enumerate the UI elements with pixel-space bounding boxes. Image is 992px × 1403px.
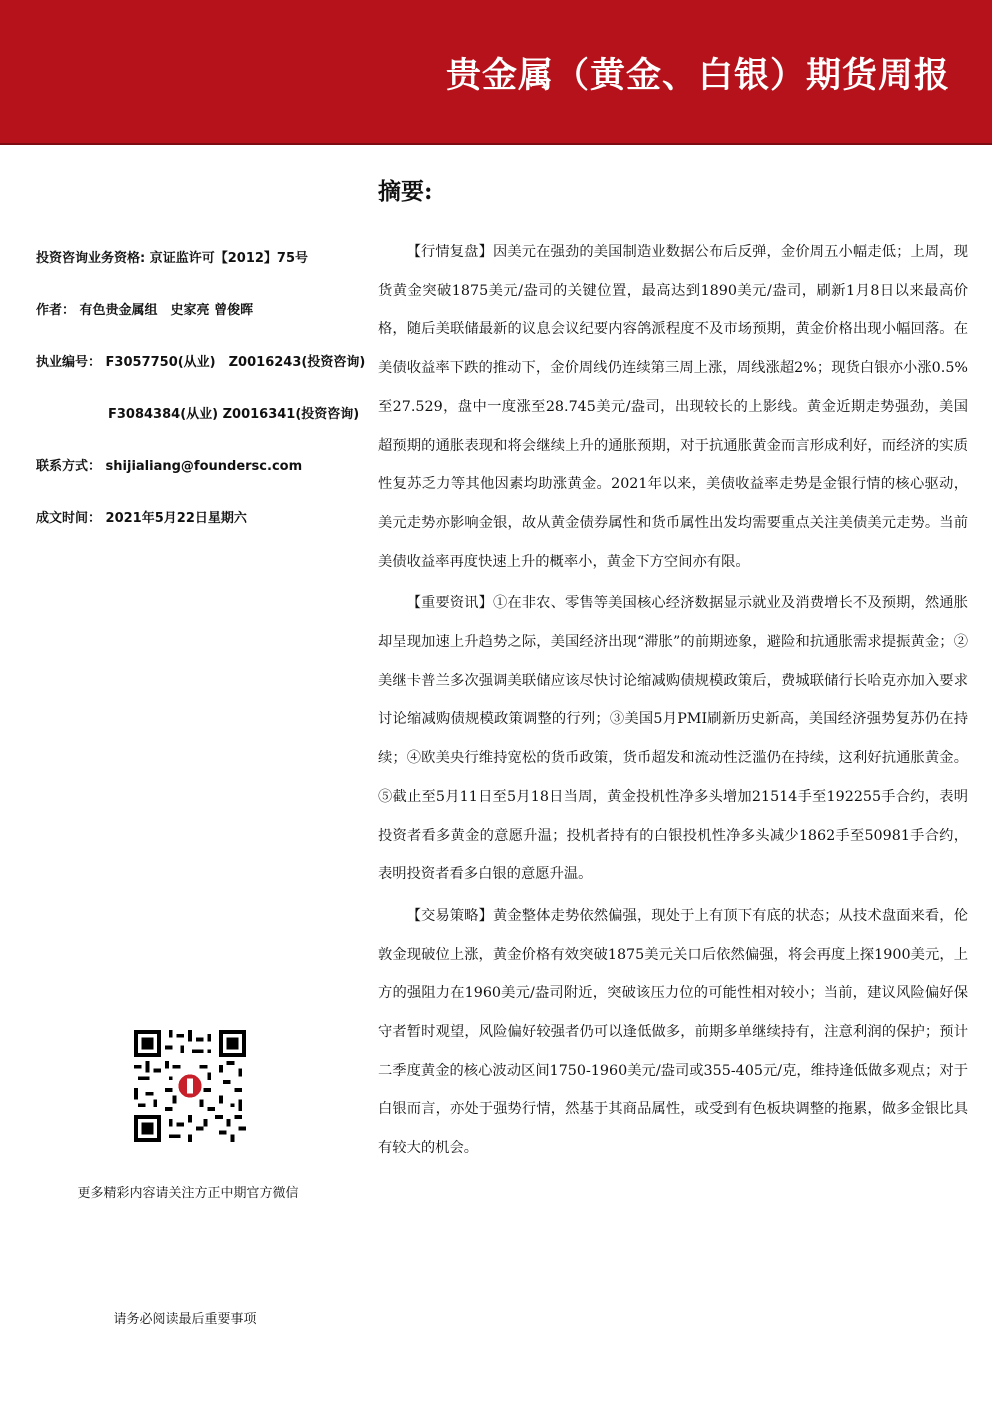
- summary-heading: 摘要:: [378, 178, 433, 205]
- contact-email[interactable]: shijialiang@foundersc.com: [105, 459, 303, 474]
- license-line-1: [36, 351, 365, 370]
- qualification-line: [36, 247, 308, 266]
- market-review-paragraph: 【行情复盘】因美元在强劲的美国制造业数据公布后反弹，金价周五小幅走低；上周，现货黄金突破1875美元/盎司的关键位置，最高达到1890美元/盎司，刷新1月8日以来最高价格，随后美联储最新的议息会议纪要内容鸽派程度不及市场预期，黄金价格出现小幅回落。在美债收益率下跌的推动下，金价周线仍连续第三周上涨，周线涨超2%；现货白银亦小涨0.5%至27.529，盘中一度涨至28.745美元/盎司，出现较长的上影线。黄金近期走势强劲，美国超预期的通胀表现和将会继续上升的通胀预期，对于抗通胀黄金而言形成利好，而经济的实质性复苏乏力等其他因素均助涨黄金。2021年以来，美债收益率走势是金银行情的核心驱动，美元走势亦影响金银，故从黄金债券属性和货币属性出发均需要重点关注美债美元走势。当前美债收益率再度快速上升的概率小，黄金下方空间亦有限。: [378, 244, 968, 570]
- contact-label: 联系方式：: [36, 459, 102, 474]
- reading-notice: 请务必阅读最后重要事项: [113, 1312, 257, 1327]
- author-line: [36, 299, 253, 318]
- wechat-qr-code: [134, 1030, 246, 1142]
- date-line: [36, 507, 247, 526]
- author-label: 作者：: [36, 303, 76, 318]
- license-value-2: F3084384(从业) Z0016341(投资咨询): [108, 407, 360, 422]
- license-line-2: [108, 403, 359, 422]
- header-divider: [0, 143, 992, 145]
- date-value: 2021年5月22日星期六: [105, 511, 247, 526]
- report-title: 贵金属（黄金、白银）期货周报: [445, 56, 950, 96]
- contact-line: [36, 455, 302, 474]
- key-news-paragraph: 【重要资讯】①在非农、零售等美国核心经济数据显示就业及消费增长不及预期，然通胀却呈现加速上升趋势之际，美国经济出现“滞胀”的前期迹象，避险和抗通胀需求提振黄金；②美继卡普兰多次强调美联储应该尽快讨论缩减购债规模政策后，费城联储行长哈克亦加入要求讨论缩减购债规模政策调整的行列；③美国5月PMI刷新历史新高，美国经济强势复苏仍在持续；④欧美央行维持宽松的货币政策，货币超发和流动性泛滥仍在持续，这利好抗通胀黄金。⑤截止至5月11日至5月18日当周，黄金投机性净多头增加21514手至192255手合约，表明投资者看多黄金的意愿升温；投机者持有的白银投机性净多头减少1862手至50981手合约，表明投资者看多白银的意愿升温。: [378, 595, 968, 883]
- trading-strategy-paragraph: 【交易策略】黄金整体走势依然偏强，现处于上有顶下有底的状态；从技术盘面来看，伦敦金现破位上涨，黄金价格有效突破1875美元关口后依然偏强，将会再度上探1900美元，上方的强阻力在1960美元/盎司附近，突破该压力位的可能性相对较小；当前，建议风险偏好保守者暂时观望，风险偏好较强者仍可以逢低做多，前期多单继续持有，注意利润的保护；预计二季度黄金的核心波动区间1750-1960美元/盎司或355-405元/克，维持逢低做多观点；对于白银而言，亦处于强势行情，然基于其商品属性，或受到有色板块调整的拖累，做多金银比具有较大的机会。: [378, 907, 968, 1157]
- license-value-1: F3057750(从业) Z0016243(投资咨询): [105, 355, 366, 370]
- date-label: 成文时间：: [36, 511, 102, 526]
- qr-caption: 更多精彩内容请关注方正中期官方微信: [77, 1186, 299, 1201]
- author-value: 有色贵金属组 史家亮 曾俊晖: [79, 303, 254, 318]
- qualification-value: 京证监许可【2012】75号: [149, 251, 309, 266]
- license-label: 执业编号：: [36, 355, 102, 370]
- summary-body: [378, 233, 968, 1171]
- qualification-label: 投资咨询业务资格:: [36, 251, 146, 266]
